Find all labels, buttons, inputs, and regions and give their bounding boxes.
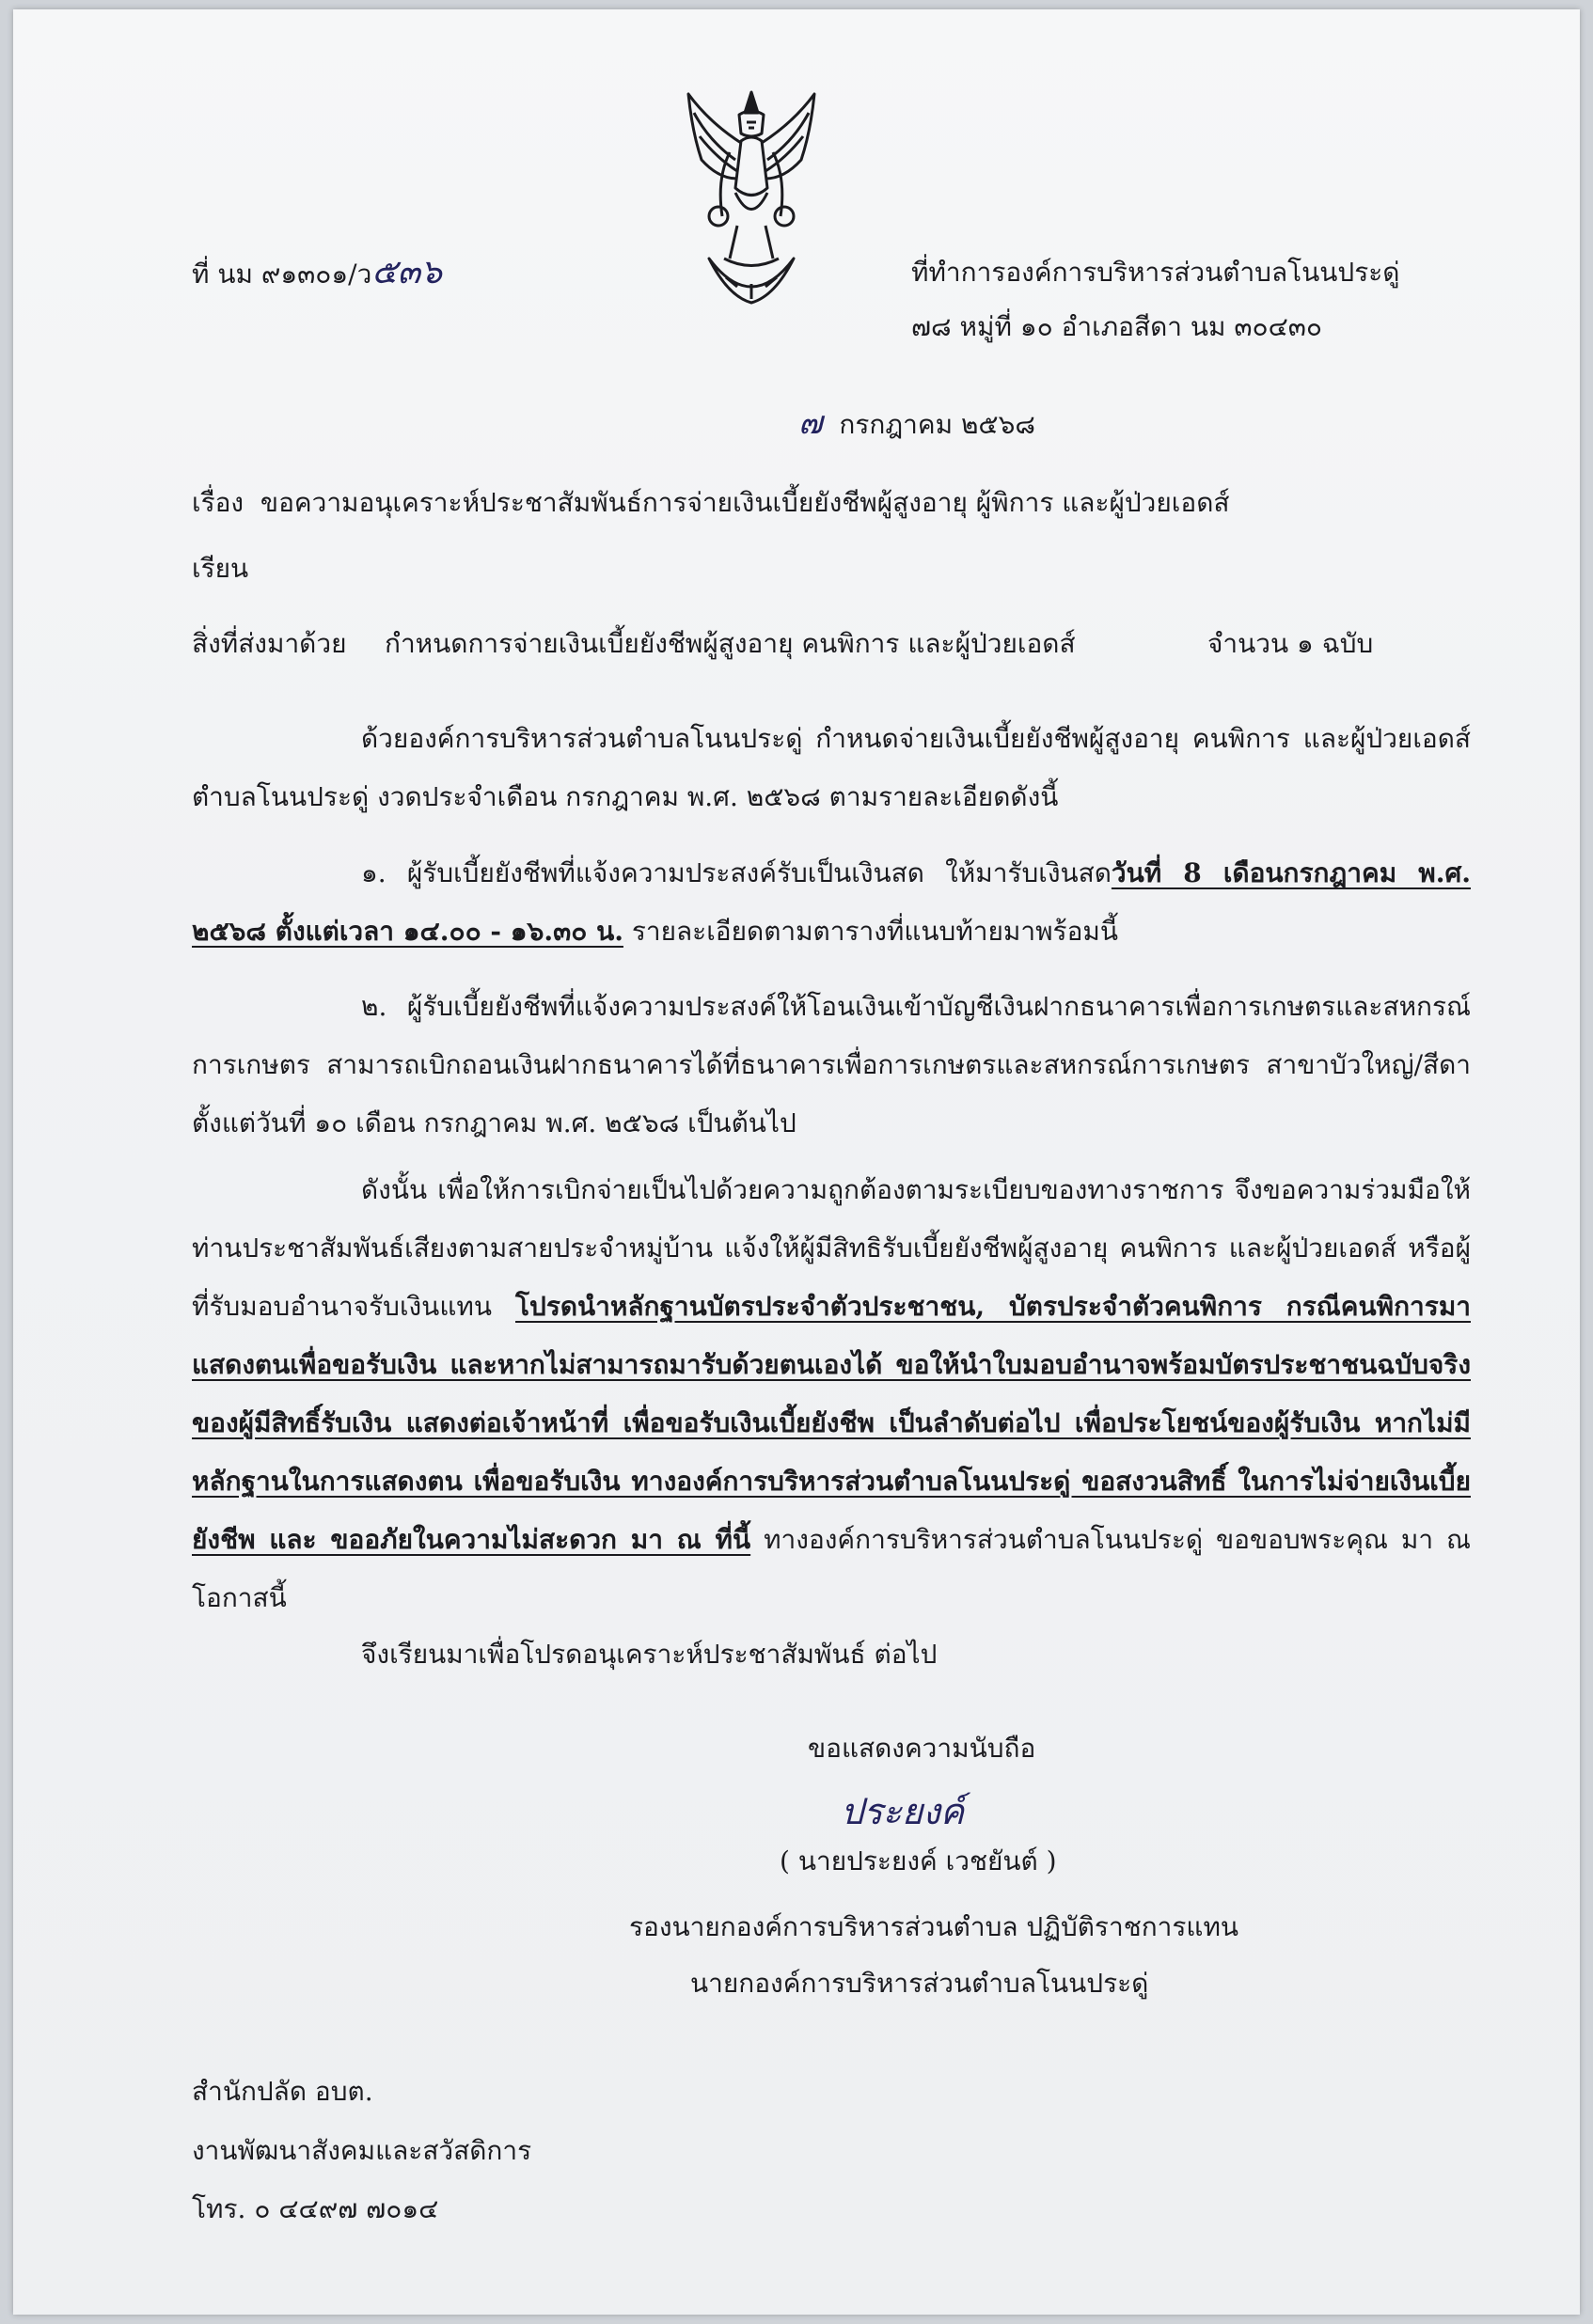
letter-date: ๗ กรกฎาคม ๒๕๖๘ [798,404,1035,442]
closing-line: จึงเรียนมาเพื่อโปรดอนุเคราะห์ประชาสัมพันธ์ ต่อไป [361,1639,938,1670]
footer-section: งานพัฒนาสังคมและสวัสดิการ [192,2135,532,2166]
office-name: ที่ทำการองค์การบริหารส่วนตำบลโนนประดู่ [911,257,1400,288]
footer-phone: โทร. ๐ ๔๔๙๗ ๗๐๑๔ [192,2193,439,2224]
salutation: เรียน [192,553,249,584]
office-address: ๗๘ หมู่ที่ ๑๐ อำเภอสีดา นม ๓๐๔๓๐ [911,311,1323,342]
reference-number: ที่ นม ๙๑๓๐๑/ว๕๓๖ [192,253,443,291]
signer-name: ( นายประยงค์ เวชยันต์ ) [780,1845,1057,1876]
body-paragraph-2: ๑. ผู้รับเบี้ยยังชีพที่แจ้งความประสงค์รับเป็นเงินสด ให้มารับเงินสดวันที่ 8 เดือนกรกฎาคม พ.ศ. ๒๕๖๘ ตั้งแต่เวลา ๑๔.๐๐ - ๑๖.๓๐ น. รายละเอียดตามตารางที่แนบท้ายมาพร้อมนี้ [192,857,1471,947]
subject-text: ขอความอนุเคราะห์ประชาสัมพันธ์การจ่ายเงินเบี้ยยังชีพผู้สูงอายุ ผู้พิการ และผู้ป่วยเอดส์ [260,487,1230,518]
body-paragraph-3: ๒. ผู้รับเบี้ยยังชีพที่แจ้งความประสงค์ให้โอนเงินเข้าบัญชีเงินฝากธนาคารเพื่อการเกษตรและสหกรณ์การเกษตร สามารถเบิกถอนเงินฝากธนาคารได้ที่ธนาคารเพื่อการเกษตรและสหกรณ์การเกษตร สาขาบัวใหญ่/สีดา ตั้งแต่วันที่ ๑๐ เดือน กรกฎาคม พ.ศ. ๒๕๖๘ เป็นต้นไป [192,991,1471,1138]
required-documents-highlight: โปรดนำหลักฐานบัตรประจำตัวประชาชน, บัตรประจำตัวคนพิการ กรณีคนพิการมาแสดงตนเพื่อขอรับเงิน และหากไม่สามารถมารับด้วยตนเองได้ ขอให้นำใบมอบอำนาจพร้อมบัตรประชาชนฉบับจริงของผู้มีสิทธิ์รับเงิน แสดงต่อเจ้าหน้าที่ เพื่อขอรับเงินเบี้ยยังชีพ เป็นลำดับต่อไป เพื่อประโยชน์ของผู้รับเงิน หากไม่มีหลักฐานในการแสดงตน เพื่อขอรับเงิน ทางองค์การบริหารส่วนตำบลโนนประดู่ ขอสงวนสิทธิ์ ในการไม่จ่ายเงินเบี้ยยังชีพ และ ขออภัยในความไม่สะดวก มา ณ ที่นี้ [192,1291,1471,1555]
document-page [13,9,1580,2315]
regards: ขอแสดงความนับถือ [808,1733,1036,1764]
signer-title-1: รองนายกองค์การบริหารส่วนตำบล ปฏิบัติราชการแทน [629,1911,1239,1942]
enclosure-text: กำหนดการจ่ายเงินเบี้ยยังชีพผู้สูงอายุ คนพิการ และผู้ป่วยเอดส์ [385,628,1076,659]
enclosure-label: สิ่งที่ส่งมาด้วย [192,628,347,659]
subject-line [192,484,1229,522]
body-paragraph-4: ดังนั้น เพื่อให้การเบิกจ่ายเป็นไปด้วยความถูกต้องตามระเบียบของทางราชการ จึงขอความร่วมมือให้ท่านประชาสัมพันธ์เสียงตามสายประจำหมู่บ้าน แจ้งให้ผู้มีสิทธิรับเบี้ยยังชีพผู้สูงอายุ คนพิการ และผู้ป่วยเอดส์ หรือผู้ที่รับมอบอำนาจรับเงินแทน โปรดนำหลักฐานบัตรประจำตัวประชาชน, บัตรประจำตัวคนพิการ กรณีคนพิการมาแสดงตนเพื่อขอรับเงิน และหากไม่สามารถมารับด้วยตนเองได้ ขอให้นำใบมอบอำนาจพร้อมบัตรประชาชนฉบับจริงของผู้มีสิทธิ์รับเงิน แสดงต่อเจ้าหน้าที่ เพื่อขอรับเงินเบี้ยยังชีพ เป็นลำดับต่อไป เพื่อประโยชน์ของผู้รับเงิน หากไม่มีหลักฐานในการแสดงตน เพื่อขอรับเงิน ทางองค์การบริหารส่วนตำบลโนนประดู่ ขอสงวนสิทธิ์ ในการไม่จ่ายเงินเบี้ยยังชีพ และ ขออภัยในความไม่สะดวก มา ณ ที่นี้ ทางองค์การบริหารส่วนตำบลโนนประดู่ ขอขอบพระคุณ มา ณ โอกาสนี้ [192,1174,1471,1613]
handwritten-signature: ประยงค์ [841,1791,965,1832]
subject-label: เรื่อง [192,487,244,518]
signer-title-2: นายกองค์การบริหารส่วนตำบลโนนประดู่ [690,1968,1149,1999]
footer-department: สำนักปลัด อบต. [192,2076,373,2107]
garuda-emblem-icon [681,85,822,320]
enclosure-qty: จำนวน ๑ ฉบับ [1207,628,1374,659]
body-paragraph-1: ด้วยองค์การบริหารส่วนตำบลโนนประดู่ กำหนดจ่ายเงินเบี้ยยังชีพผู้สูงอายุ คนพิการ และผู้ป่วยเอดส์ ตำบลโนนประดู่ งวดประจำเดือน กรกฎาคม พ.ศ. ๒๕๖๘ ตามรายละเอียดดังนี้ [192,723,1471,812]
payment-date-highlight: วันที่ 8 เดือนกรกฎาคม พ.ศ. ๒๕๖๘ ตั้งแต่เวลา ๑๔.๐๐ - ๑๖.๓๐ น. [192,857,1471,947]
